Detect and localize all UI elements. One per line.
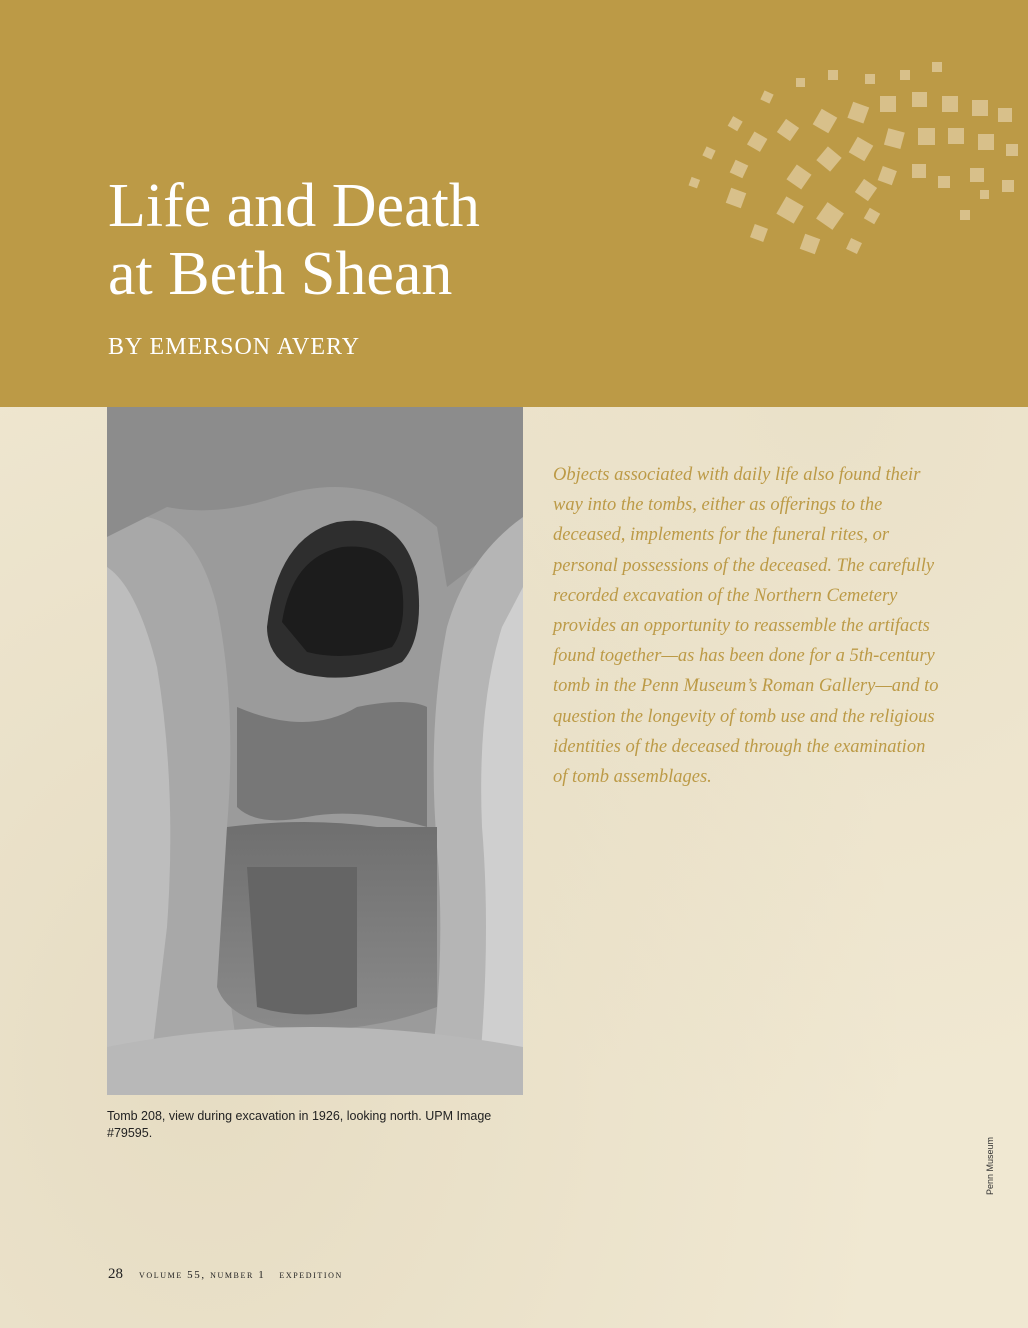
intro-paragraph: Objects associated with daily life also found their way into the tombs, either as offerings to the deceased, implements for the funeral rites, or personal possessions of the deceased. The carefully recorded excavation of the Northern Cemetery provides an opportunity to reassemble the artifacts found together—as has been done for a 5th-century tomb in the Penn Museum’s Roman Gallery—and to question the longevity of tomb use and the religious identities of the deceased through the examination of tomb assemblages. [553,465,939,788]
photo-credit: Penn Museum [985,1136,995,1195]
title-line-2: at Beth Shean [108,240,453,308]
page-number: 28 [108,1266,123,1282]
photo-caption: Tomb 208, view during excavation in 1926, looking north. UPM Image #79595. [107,1109,492,1140]
author-byline: BY EMERSON AVERY [108,334,361,360]
decorative-squares-motif [680,50,1028,270]
article-title [108,172,480,308]
tomb-photograph [107,407,523,1095]
header-band [0,0,1028,407]
page-footer [108,1265,343,1283]
publication-name: expedition [279,1269,343,1281]
title-line-1: Life and Death [108,172,480,240]
volume-info: volume 55, number 1 [139,1269,266,1281]
